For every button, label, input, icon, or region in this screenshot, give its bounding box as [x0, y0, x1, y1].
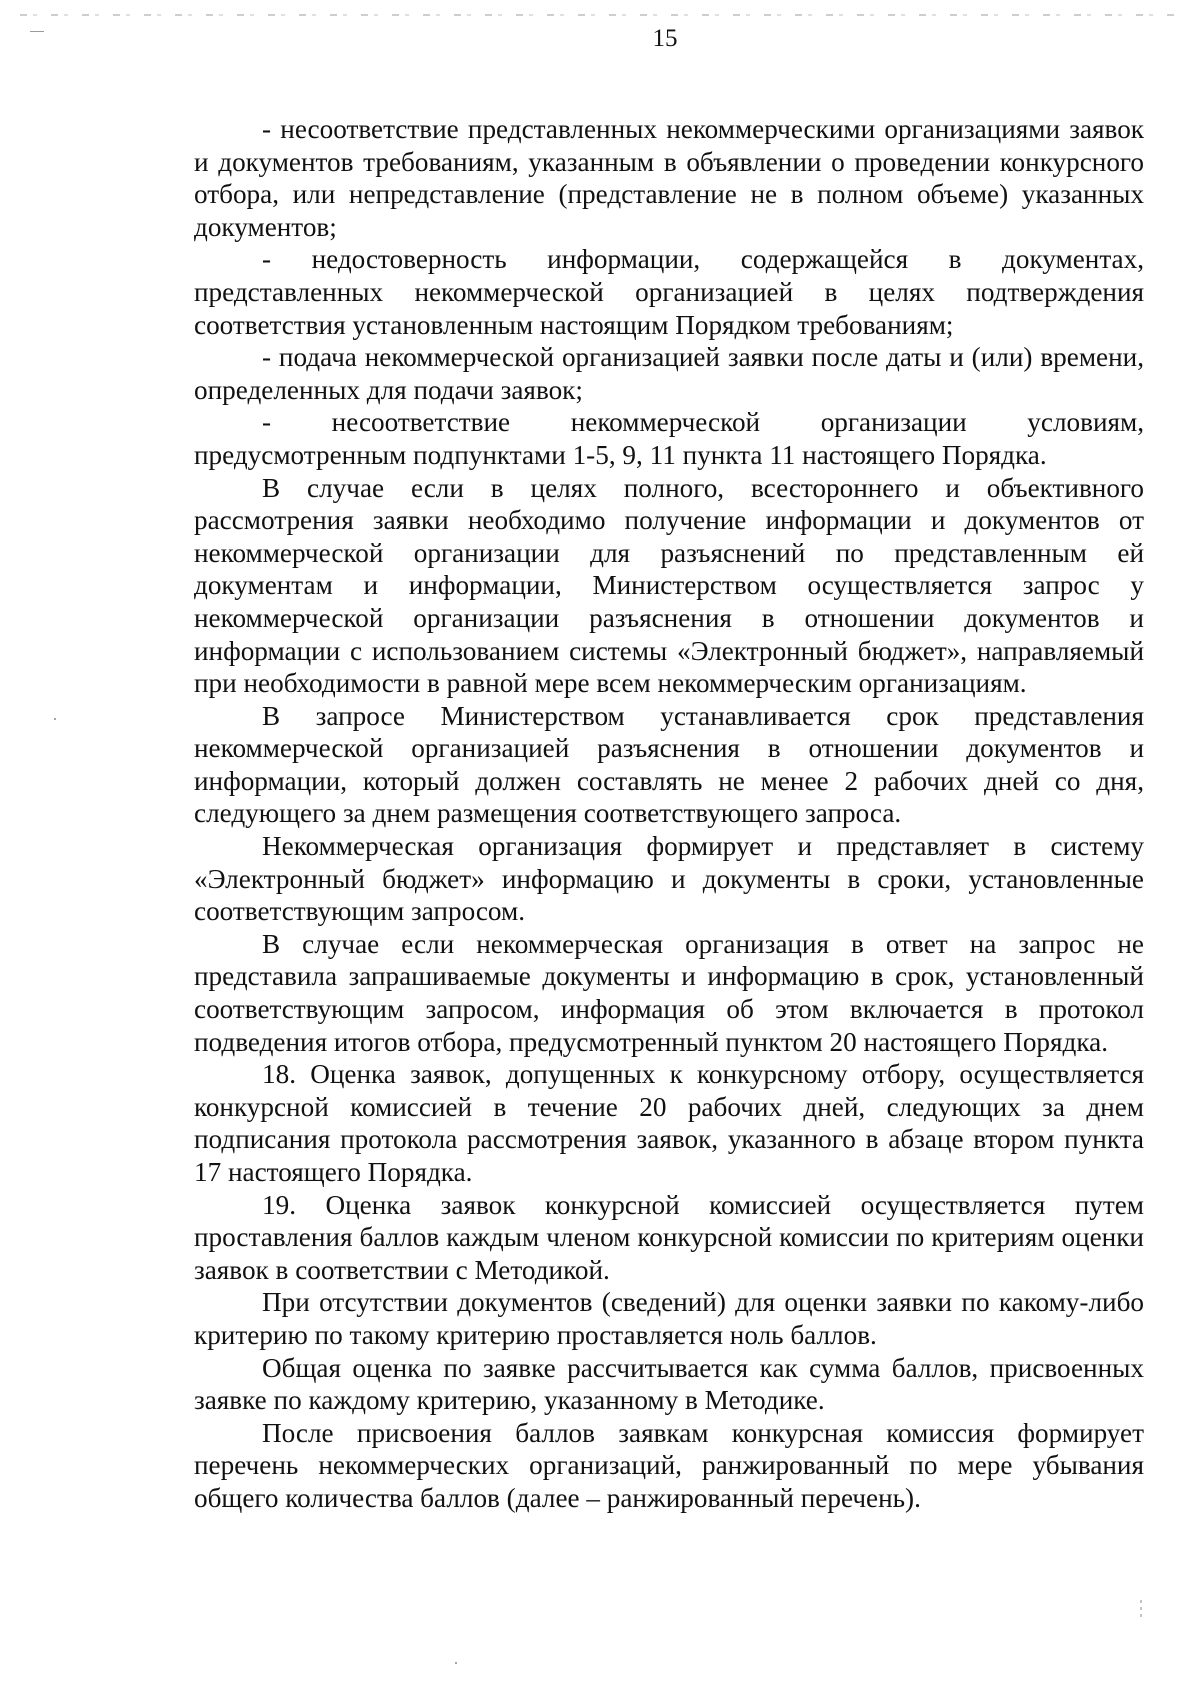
document-body — [194, 113, 1144, 1515]
page-number: 15 — [652, 25, 678, 52]
paragraph-8: В случае если некоммерческая организация в ответ на запрос не представила запрашиваемые документы и информацию в срок, установленный соответствующим запросом, информация об этом включается в протокол подведения итогов отбора, предусмотренный пунктом 20 настоящего Порядка. — [194, 928, 1144, 1057]
paragraph-12: Общая оценка по заявке рассчитывается как сумма баллов, присвоенных заявке по каждому критерию, указанному в Методике. — [194, 1352, 1144, 1416]
paragraph-10: 19. Оценка заявок конкурсной комиссией осуществляется путем проставления баллов каждым членом конкурсной комиссии по критериям оценки заявок в соответствии с Методикой. — [194, 1189, 1144, 1285]
scan-speck — [54, 718, 56, 720]
paragraph-3: - подача некоммерческой организацией заявки после даты и (или) времени, определенных для подачи заявок; — [194, 342, 1144, 405]
paragraph-9: 18. Оценка заявок, допущенных к конкурсному отбору, осуществляется конкурсной комиссией в течение 20 рабочих дней, следующих за днем подписания протокола рассмотрения заявок, указанного в абзаце втором пункта 17 настоящего Порядка. — [194, 1059, 1144, 1187]
paragraph-11: При отсутствии документов (сведений) для оценки заявки по какому-либо критерию по такому критерию проставляется ноль баллов. — [194, 1287, 1144, 1350]
paragraph-6: В запросе Министерством устанавливается срок представления некоммерческой организацией разъяснения в отношении документов и информации, который должен составлять не менее 2 рабочих дней со дня, следующего за днем размещения соответствующего запроса. — [194, 700, 1144, 829]
paragraph-2: - недостоверность информации, содержащейся в документах, представленных некоммерческой организацией в целях подтверждения соответствия установленным настоящим Порядком требованиям; — [194, 244, 1144, 340]
scan-speck — [455, 1662, 457, 1664]
paragraph-5: В случае если в целях полного, всестороннего и объективного рассмотрения заявки необходимо получение информации и документов от некоммерческой организации для разъяснений по представленным ей документам и информации, Министерством осуществляется запрос у некоммерческой организации разъяснения в отношении документов и информации с использованием системы «Электронный бюджет», направляемый при необходимости в равной мере всем некоммерческим организациям. — [194, 472, 1144, 699]
paragraph-13: После присвоения баллов заявкам конкурсная комиссия формирует перечень некоммерческих организаций, ранжированный по мере убывания общего количества баллов (далее – ранжированный перечень). — [194, 1417, 1144, 1513]
scan-artifact-top — [20, 14, 1180, 16]
paragraph-4: - несоответствие некоммерческой организации условиям, предусмотренным подпунктами 1-5, 9, 11 пункта 11 настоящего Порядка. — [194, 407, 1144, 470]
paragraph-1: - несоответствие представленных некоммерческими организациями заявок и документов требованиям, указанным в объявлении о проведении конкурсного отбора, или непредставление (представление не в полном объеме) указанных документов; — [194, 114, 1144, 242]
scan-artifact-edge — [1140, 1600, 1142, 1618]
paragraph-7: Некоммерческая организация формирует и представляет в систему «Электронный бюджет» информацию и документы в сроки, установленные соответствующим запросом. — [194, 831, 1144, 927]
